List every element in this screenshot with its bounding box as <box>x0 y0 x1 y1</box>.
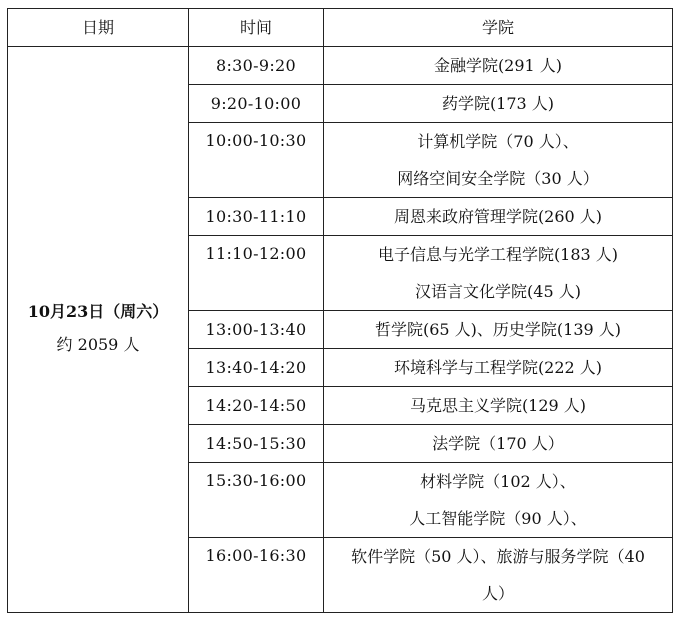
time-cell: 11:10-12:00 <box>189 236 324 311</box>
header-college: 学院 <box>324 9 673 47</box>
college-cell <box>324 311 673 349</box>
college-line: 环境科学与工程学院(222 人) <box>393 358 603 377</box>
college-line: 网络空间安全学院（30 人） <box>397 169 599 188</box>
college-line: 马克思主义学院(129 人) <box>409 396 587 415</box>
header-date: 日期 <box>8 9 189 47</box>
time-cell: 13:40-14:20 <box>189 349 324 387</box>
college-line: 法学院（170 人） <box>432 434 564 453</box>
time-cell: 10:30-11:10 <box>189 198 324 236</box>
college-cell <box>324 538 673 613</box>
college-cell <box>324 425 673 463</box>
college-cell <box>324 47 673 85</box>
time-cell: 8:30-9:20 <box>189 47 324 85</box>
college-cell <box>324 198 673 236</box>
college-cell <box>324 349 673 387</box>
college-cell <box>324 236 673 311</box>
header-time: 时间 <box>189 9 324 47</box>
college-line: 周恩来政府管理学院(260 人) <box>393 207 603 226</box>
time-cell: 10:00-10:30 <box>189 123 324 198</box>
college-line: 人工智能学院（90 人）、 <box>409 509 587 528</box>
college-line: 材料学院（102 人）、 <box>420 472 576 491</box>
schedule-table <box>7 8 673 613</box>
college-line: 人） <box>481 584 514 603</box>
header-row <box>8 9 673 47</box>
college-cell <box>324 463 673 538</box>
college-line: 哲学院(65 人)、历史学院(139 人) <box>374 320 622 339</box>
college-cell <box>324 123 673 198</box>
time-cell: 14:50-15:30 <box>189 425 324 463</box>
time-cell: 13:00-13:40 <box>189 311 324 349</box>
college-line: 计算机学院（70 人）、 <box>417 132 579 151</box>
college-cell <box>324 387 673 425</box>
college-line: 金融学院(291 人) <box>433 56 563 75</box>
time-cell: 15:30-16:00 <box>189 463 324 538</box>
college-line: 汉语言文化学院(45 人) <box>415 282 581 301</box>
schedule-table-wrapper <box>7 8 673 613</box>
date-cell <box>8 47 189 613</box>
date-label: 10月23日（周六） <box>27 301 169 321</box>
date-count: 约 2059 人 <box>56 334 140 354</box>
college-cell <box>324 85 673 123</box>
college-line: 电子信息与光学工程学院(183 人) <box>377 245 619 264</box>
time-cell: 14:20-14:50 <box>189 387 324 425</box>
college-line: 软件学院（50 人）、旅游与服务学院（40 <box>351 547 645 566</box>
table-row <box>8 47 673 85</box>
time-cell: 9:20-10:00 <box>189 85 324 123</box>
college-line: 药学院(173 人) <box>441 94 555 113</box>
time-cell: 16:00-16:30 <box>189 538 324 613</box>
